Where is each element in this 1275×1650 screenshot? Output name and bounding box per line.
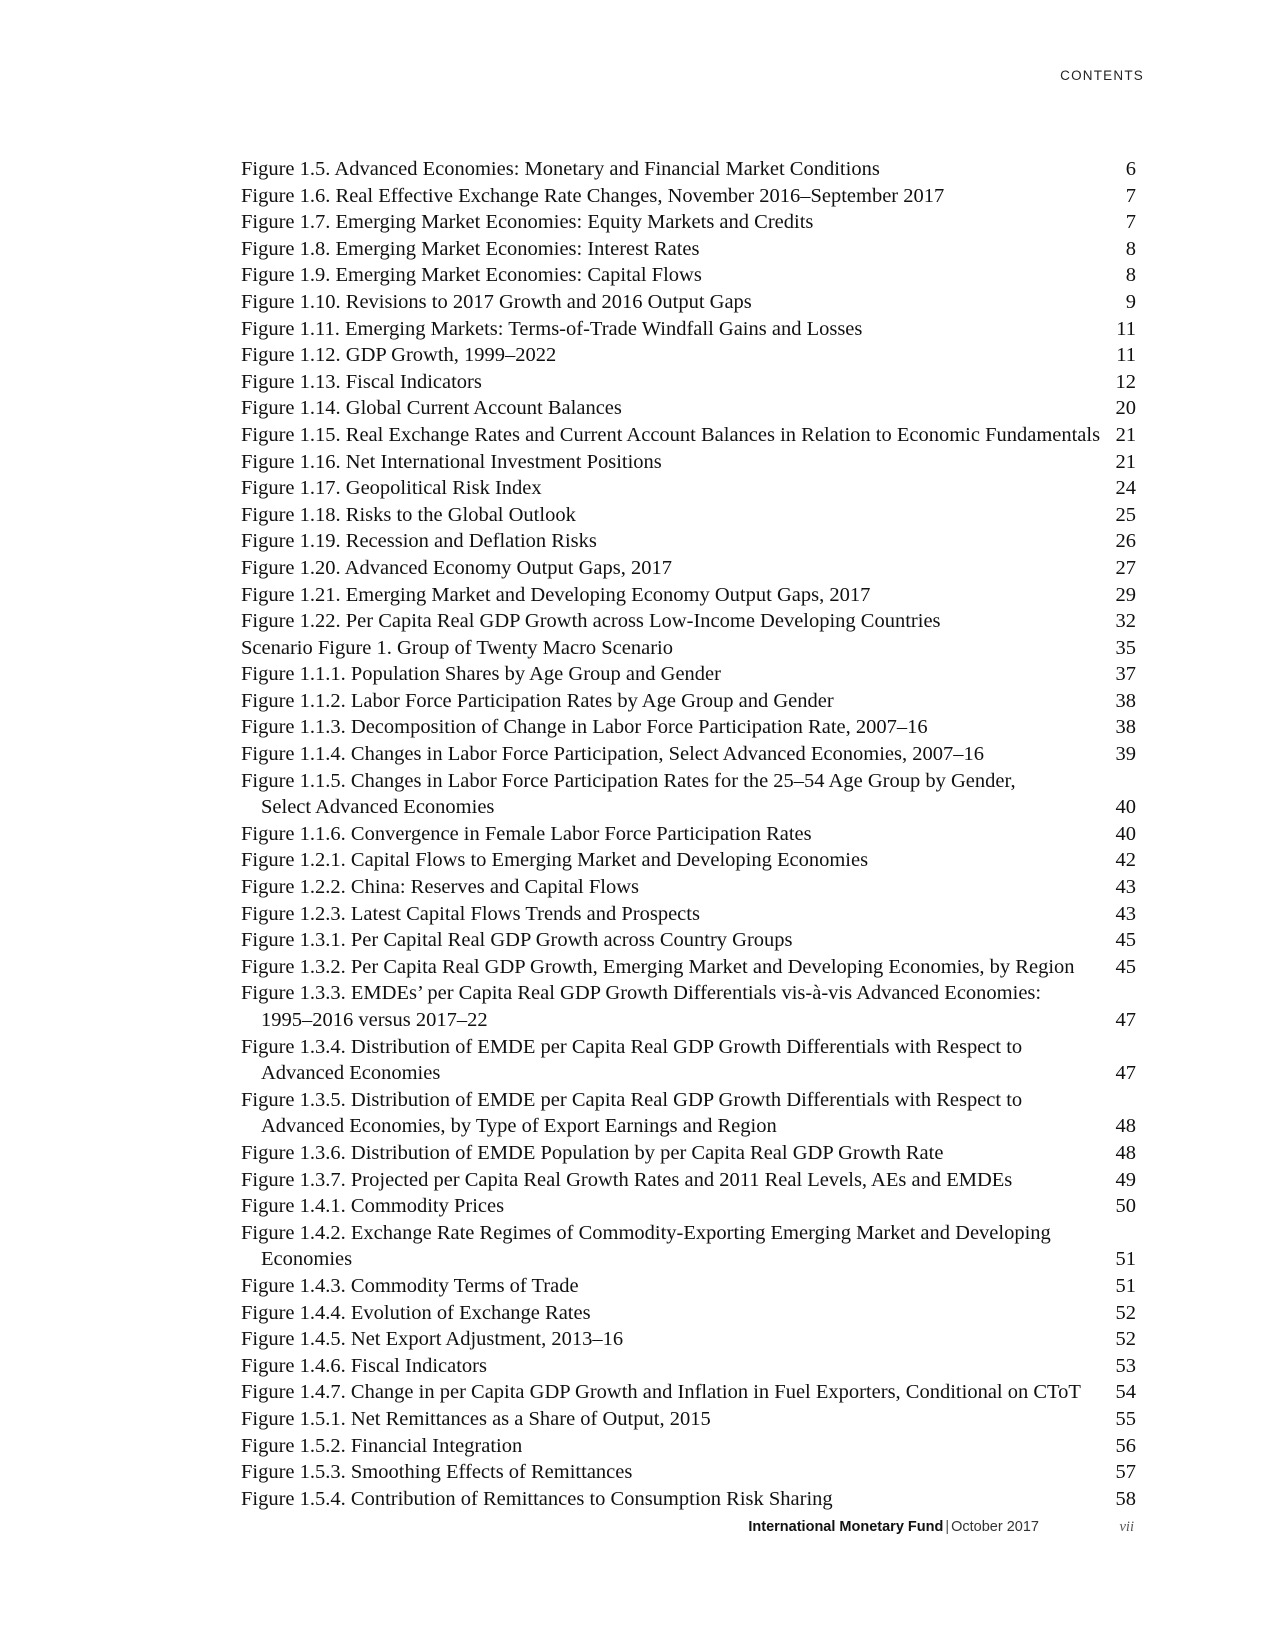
toc-entry-page-number: 8: [1125, 237, 1136, 260]
toc-entry[interactable]: [241, 342, 1136, 369]
toc-entry-title-line: Figure 1.4.4. Evolution of Exchange Rates: [241, 1301, 591, 1324]
toc-entry-title-line: Figure 1.12. GDP Growth, 1999–2022: [241, 344, 557, 367]
toc-entry-title-continuation: Advanced Economies, by Type of Export Earnings and Region: [261, 1115, 777, 1138]
toc-entry-page-number: 35: [1115, 636, 1136, 659]
toc-entry-title: [241, 316, 862, 343]
toc-entry-title: [241, 741, 984, 768]
toc-entry[interactable]: [241, 768, 1136, 821]
toc-entry-page-number: 43: [1115, 902, 1136, 925]
toc-entry[interactable]: [241, 209, 1136, 236]
toc-entry-title-line: Figure 1.7. Emerging Market Economies: Equity Markets and Credits: [241, 211, 814, 234]
toc-entry[interactable]: [241, 608, 1136, 635]
toc-entry-page-number: 24: [1115, 477, 1136, 500]
toc-entry-title-line: Figure 1.5.2. Financial Integration: [241, 1434, 523, 1457]
toc-entry[interactable]: [241, 262, 1136, 289]
toc-entry-title-line: Figure 1.3.4. Distribution of EMDE per Capita Real GDP Growth Differentials with Respect to: [241, 1035, 1023, 1058]
toc-entry-title-line: Figure 1.1.3. Decomposition of Change in Labor Force Participation Rate, 2007–16: [241, 716, 928, 739]
toc-entry-title-line: Figure 1.14. Global Current Account Balances: [241, 397, 622, 420]
toc-entry-page-number: 45: [1115, 929, 1136, 952]
toc-entry-page-number: 47: [1115, 1009, 1136, 1031]
toc-entry-page-number: 21: [1115, 423, 1137, 446]
toc-entry[interactable]: [241, 1087, 1136, 1140]
footer-publisher: International Monetary Fund: [748, 1519, 944, 1535]
toc-entry-title-line: Figure 1.4.7. Change in per Capita GDP Growth and Inflation in Fuel Exporters, Conditional on CToT: [241, 1381, 1081, 1404]
toc-entry-title-line: Figure 1.3.1. Per Capital Real GDP Growth across Country Groups: [241, 929, 793, 952]
table-of-contents: [241, 156, 1136, 1512]
toc-entry[interactable]: [241, 183, 1136, 210]
toc-entry-title: [241, 1140, 943, 1167]
toc-entry-title: [241, 422, 1100, 449]
toc-entry-title-line: Figure 1.1.6. Convergence in Female Labor Force Participation Rates: [241, 822, 812, 845]
toc-entry-title: [241, 1220, 1051, 1273]
toc-entry-title-line: Figure 1.16. Net International Investment Positions: [241, 450, 662, 473]
toc-entry-page-number: 8: [1125, 264, 1136, 287]
toc-entry-title: [241, 1353, 487, 1380]
toc-entry-page-number: 12: [1115, 370, 1136, 393]
toc-entry-page-number: 40: [1115, 796, 1136, 819]
toc-entry-title: [241, 1379, 1081, 1406]
toc-entry-page-number: 38: [1115, 716, 1136, 739]
toc-entry-title-line: Figure 1.1.4. Changes in Labor Force Participation, Select Advanced Economies, 2007–16: [241, 743, 984, 766]
toc-entry-title-line: Figure 1.5. Advanced Economies: Monetary and Financial Market Conditions: [241, 158, 880, 180]
footer-date: October 2017: [951, 1519, 1039, 1535]
toc-entry-title: [241, 1433, 522, 1460]
toc-entry-page-number: 47: [1115, 1062, 1136, 1085]
toc-entry-title-line: Figure 1.2.2. China: Reserves and Capital Flows: [241, 876, 639, 899]
toc-entry-page-number: 48: [1115, 1141, 1136, 1164]
toc-entry-page-number: 37: [1115, 663, 1136, 686]
toc-entry-page-number: 25: [1115, 503, 1136, 526]
toc-entry-title: [241, 582, 870, 609]
toc-entry[interactable]: [241, 954, 1136, 981]
toc-entry[interactable]: [241, 236, 1136, 263]
toc-entry-title-line: Figure 1.4.6. Fiscal Indicators: [241, 1354, 487, 1377]
toc-entry-title: [241, 475, 542, 502]
toc-entry-title-line: Figure 1.13. Fiscal Indicators: [241, 370, 482, 393]
toc-entry[interactable]: [241, 1406, 1136, 1433]
toc-entry-page-number: 50: [1115, 1195, 1136, 1218]
toc-entry-title: [241, 1087, 1022, 1140]
toc-entry-title: [241, 927, 793, 954]
toc-entry-page-number: 6: [1125, 158, 1136, 180]
toc-entry[interactable]: [241, 316, 1136, 343]
toc-entry-title-line: Figure 1.20. Advanced Economy Output Gaps, 2017: [241, 556, 673, 579]
toc-entry-title: [241, 1167, 1012, 1194]
toc-entry[interactable]: [241, 741, 1136, 768]
toc-entry-title: [241, 449, 662, 476]
toc-entry-title-line: Figure 1.4.2. Exchange Rate Regimes of Commodity-Exporting Emerging Market and Developing: [241, 1221, 1051, 1244]
toc-entry-title-line: Figure 1.18. Risks to the Global Outlook: [241, 503, 576, 526]
toc-entry-title-line: Figure 1.19. Recession and Deflation Risks: [241, 530, 597, 553]
toc-entry[interactable]: [241, 1459, 1136, 1486]
toc-entry-title-line: Figure 1.15. Real Exchange Rates and Current Account Balances in Relation to Economic Fundamentals: [241, 423, 1101, 446]
toc-entry-title: [241, 688, 834, 715]
toc-entry[interactable]: [241, 1379, 1136, 1406]
toc-entry[interactable]: [241, 289, 1136, 316]
toc-entry-title-line: Figure 1.5.3. Smoothing Effects of Remittances: [241, 1461, 633, 1484]
toc-entry[interactable]: [241, 1034, 1136, 1087]
toc-entry-title: [241, 608, 941, 635]
footer-publication: [748, 1519, 1039, 1535]
toc-entry-page-number: 11: [1116, 317, 1136, 340]
toc-entry-page-number: 39: [1115, 743, 1136, 766]
toc-entry-title-line: Figure 1.5.4. Contribution of Remittances to Consumption Risk Sharing: [241, 1487, 833, 1510]
toc-entry-title: [241, 901, 700, 928]
toc-entry[interactable]: [241, 449, 1136, 476]
toc-entry-title: [241, 980, 1041, 1033]
toc-entry[interactable]: [241, 1167, 1136, 1194]
page-number: vii: [1119, 1519, 1134, 1535]
toc-entry-title: [241, 1326, 623, 1353]
toc-entry-title: [241, 262, 702, 289]
toc-entry-page-number: 29: [1115, 583, 1136, 606]
toc-entry[interactable]: [241, 1433, 1136, 1460]
toc-entry[interactable]: [241, 927, 1136, 954]
toc-entry-title: [241, 209, 813, 236]
toc-entry[interactable]: [241, 1353, 1136, 1380]
toc-entry-title: [241, 528, 597, 555]
toc-entry-title: [241, 289, 752, 316]
toc-entry-title-line: Figure 1.11. Emerging Markets: Terms-of-Trade Windfall Gains and Losses: [241, 317, 863, 340]
toc-entry-title: [241, 821, 812, 848]
toc-entry-title-line: Figure 1.3.7. Projected per Capita Real Growth Rates and 2011 Real Levels, AEs and EMDEs: [241, 1168, 1013, 1191]
toc-entry-title: [241, 1486, 833, 1513]
toc-entry-page-number: 40: [1115, 822, 1136, 845]
toc-entry-title: [241, 1193, 504, 1220]
toc-entry-title: [241, 555, 672, 582]
toc-entry-title: [241, 1034, 1022, 1087]
toc-entry-title: [241, 502, 576, 529]
toc-entry-title-line: Figure 1.4.5. Net Export Adjustment, 2013–16: [241, 1328, 624, 1351]
toc-entry-title-line: Figure 1.2.3. Latest Capital Flows Trends and Prospects: [241, 902, 700, 925]
toc-entry-title-line: Figure 1.3.3. EMDEs’ per Capita Real GDP Growth Differentials vis-à-vis Advanced Economies:: [241, 982, 1042, 1005]
toc-entry-page-number: 48: [1115, 1115, 1136, 1138]
toc-entry[interactable]: [241, 475, 1136, 502]
toc-entry-page-number: 21: [1115, 450, 1136, 473]
toc-entry[interactable]: [241, 528, 1136, 555]
toc-entry-title-line: Figure 1.17. Geopolitical Risk Index: [241, 477, 542, 500]
toc-entry-page-number: 52: [1115, 1328, 1136, 1351]
toc-entry-page-number: 58: [1115, 1487, 1136, 1510]
toc-entry-page-number: 54: [1115, 1381, 1136, 1404]
toc-entry-title-continuation: 1995–2016 versus 2017–22: [261, 1009, 488, 1031]
toc-entry-page-number: 43: [1115, 876, 1136, 899]
toc-entry-title-continuation: Select Advanced Economies: [261, 796, 495, 819]
toc-entry[interactable]: [241, 980, 1136, 1033]
toc-entry-page-number: 42: [1115, 849, 1136, 872]
toc-entry[interactable]: [241, 635, 1136, 662]
toc-entry-title: [241, 847, 868, 874]
toc-entry[interactable]: [241, 582, 1136, 609]
toc-entry[interactable]: [241, 1193, 1136, 1220]
toc-entry[interactable]: [241, 688, 1136, 715]
running-header: CONTENTS: [1060, 68, 1144, 83]
toc-entry[interactable]: [241, 661, 1136, 688]
toc-entry-title: [241, 369, 482, 396]
toc-entry[interactable]: [241, 1220, 1136, 1273]
toc-entry-title: [241, 1459, 632, 1486]
toc-entry-page-number: 55: [1115, 1407, 1136, 1430]
toc-entry-page-number: 7: [1125, 211, 1136, 234]
toc-entry-title-line: Figure 1.4.1. Commodity Prices: [241, 1195, 505, 1218]
toc-entry-page-number: 7: [1125, 184, 1136, 207]
toc-entry[interactable]: [241, 395, 1136, 422]
toc-entry[interactable]: [241, 1140, 1136, 1167]
toc-entry-title: [241, 1300, 591, 1327]
toc-entry-page-number: 38: [1115, 689, 1136, 712]
toc-entry-title: [241, 1406, 711, 1433]
toc-entry-title: [241, 635, 673, 662]
toc-entry-page-number: 32: [1115, 610, 1136, 633]
toc-entry-title-continuation: Economies: [261, 1248, 353, 1271]
toc-entry[interactable]: [241, 874, 1136, 901]
toc-entry[interactable]: [241, 821, 1136, 848]
toc-entry-title: [241, 954, 1075, 981]
toc-entry-title-line: Figure 1.21. Emerging Market and Developing Economy Output Gaps, 2017: [241, 583, 871, 606]
toc-entry-title-line: Figure 1.1.1. Population Shares by Age Group and Gender: [241, 663, 721, 686]
toc-entry-title: [241, 395, 622, 422]
toc-entry[interactable]: [241, 901, 1136, 928]
toc-entry-title-line: Figure 1.5.1. Net Remittances as a Share of Output, 2015: [241, 1407, 711, 1430]
toc-entry-page-number: 49: [1115, 1168, 1136, 1191]
toc-entry-title-line: Figure 1.22. Per Capita Real GDP Growth across Low-Income Developing Countries: [241, 610, 941, 633]
toc-entry[interactable]: [241, 422, 1136, 449]
toc-entry-title: [241, 768, 1016, 821]
toc-entry-title-line: Scenario Figure 1. Group of Twenty Macro Scenario: [241, 636, 673, 659]
toc-entry-page-number: 51: [1115, 1248, 1136, 1271]
toc-entry-title-line: Figure 1.3.2. Per Capita Real GDP Growth, Emerging Market and Developing Economies, by Region: [241, 955, 1075, 978]
toc-entry-page-number: 45: [1115, 955, 1136, 978]
toc-entry[interactable]: [241, 714, 1136, 741]
toc-entry[interactable]: [241, 1273, 1136, 1300]
toc-entry-title-line: Figure 1.10. Revisions to 2017 Growth and 2016 Output Gaps: [241, 290, 752, 313]
toc-entry-title-line: Figure 1.8. Emerging Market Economies: Interest Rates: [241, 237, 700, 260]
toc-entry-title-line: Figure 1.3.5. Distribution of EMDE per Capita Real GDP Growth Differentials with Respect to: [241, 1088, 1023, 1111]
toc-entry[interactable]: [241, 156, 1136, 183]
toc-entry-title-continuation: Advanced Economies: [261, 1062, 441, 1085]
toc-entry[interactable]: [241, 555, 1136, 582]
toc-entry-page-number: 51: [1115, 1274, 1136, 1297]
toc-entry-page-number: 27: [1115, 556, 1136, 579]
toc-entry-page-number: 9: [1125, 290, 1136, 313]
toc-entry-page-number: 57: [1115, 1461, 1136, 1484]
toc-entry[interactable]: [241, 1300, 1136, 1327]
toc-entry-page-number: 11: [1116, 344, 1136, 367]
toc-entry-title-line: Figure 1.2.1. Capital Flows to Emerging Market and Developing Economies: [241, 849, 869, 872]
toc-entry-title: [241, 714, 928, 741]
page-footer: [0, 1519, 1275, 1543]
toc-entry-page-number: 20: [1115, 397, 1136, 420]
toc-entry-title-line: Figure 1.3.6. Distribution of EMDE Population by per Capita Real GDP Growth Rate: [241, 1141, 944, 1164]
toc-entry[interactable]: [241, 502, 1136, 529]
toc-entry-title: [241, 236, 700, 263]
toc-entry-title-line: Figure 1.9. Emerging Market Economies: Capital Flows: [241, 264, 702, 287]
toc-entry-page-number: 53: [1115, 1354, 1136, 1377]
toc-entry-title-line: Figure 1.6. Real Effective Exchange Rate Changes, November 2016–September 2017: [241, 184, 945, 207]
toc-entry-title-line: Figure 1.4.3. Commodity Terms of Trade: [241, 1274, 579, 1297]
toc-entry-page-number: 56: [1115, 1434, 1136, 1457]
footer-separator: |: [945, 1519, 950, 1535]
toc-entry[interactable]: [241, 1486, 1136, 1513]
toc-entry-page-number: 52: [1115, 1301, 1136, 1324]
toc-entry-page-number: 26: [1115, 530, 1136, 553]
toc-entry-title: [241, 156, 880, 183]
toc-entry[interactable]: [241, 369, 1136, 396]
toc-entry-title: [241, 1273, 579, 1300]
toc-entry-title-line: Figure 1.1.5. Changes in Labor Force Participation Rates for the 25–54 Age Group by Gender,: [241, 769, 1016, 792]
toc-entry-title-line: Figure 1.1.2. Labor Force Participation Rates by Age Group and Gender: [241, 689, 834, 712]
toc-entry-title: [241, 183, 944, 210]
toc-entry-title: [241, 874, 639, 901]
toc-entry[interactable]: [241, 1326, 1136, 1353]
toc-entry-title: [241, 342, 556, 369]
toc-entry[interactable]: [241, 847, 1136, 874]
toc-entry-title: [241, 661, 721, 688]
